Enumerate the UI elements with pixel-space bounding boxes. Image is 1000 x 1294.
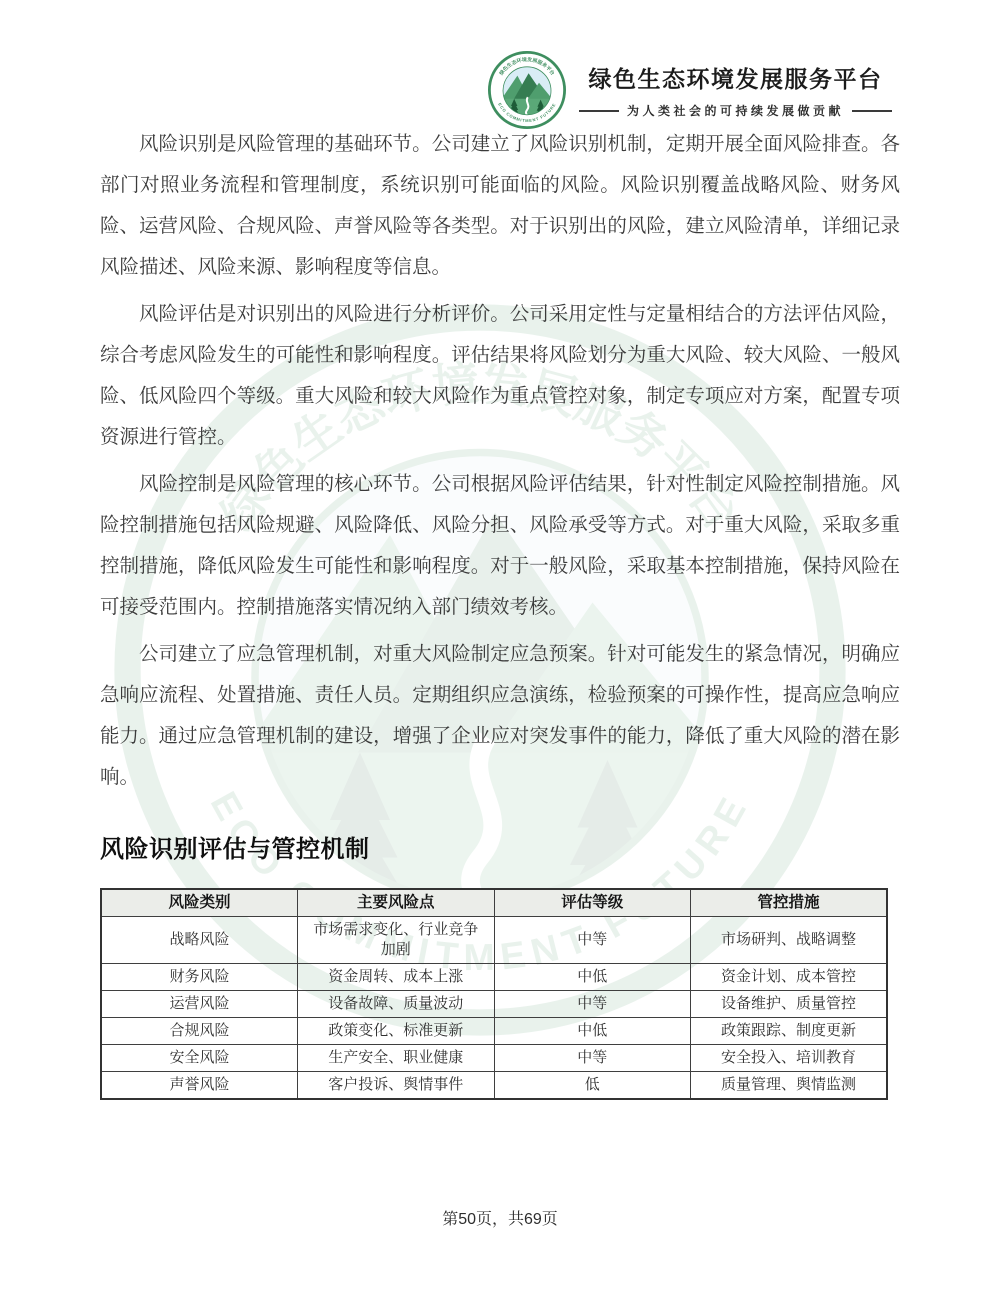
- table-cell: 质量管理、舆情监测: [691, 1072, 888, 1100]
- brand-tagline-text: 为人类社会的可持续发展做贡献: [626, 104, 844, 118]
- table-row-compliance-risk: [101, 1018, 887, 1045]
- table-cell: 声誉风险: [101, 1072, 298, 1100]
- body-paragraph-risk-identification: 风险识别是风险管理的基础环节。公司建立了风险识别机制，定期开展全面风险排查。各部门对照业务流程和管理制度，系统识别可能面临的风险。风险识别覆盖战略风险、财务风险、运营风险、合规风险、声誉风险等各类型。对于识别出的风险，建立风险清单，详细记录风险描述、风险来源、影响程度等信息。: [100, 133, 900, 278]
- table-cell: 设备故障、质量波动: [298, 991, 495, 1018]
- section-title: 风险识别评估与管控机制: [100, 836, 370, 863]
- table-cell: 资金周转、成本上涨: [298, 964, 495, 991]
- table-cell: 设备维护、质量管控: [691, 991, 888, 1018]
- brand-title: 绿色生态环境发展服务平台: [588, 66, 883, 92]
- table-cell: 客户投诉、舆情事件: [298, 1072, 495, 1100]
- table-cell: 中低: [494, 1018, 691, 1045]
- body-paragraph-emergency-management: 公司建立了应急管理机制，对重大风险制定应急预案。针对可能发生的紧急情况，明确应急响应流程、处置措施、责任人员。定期组织应急演练，检验预案的可操作性，提高应急响应能力。通过应急管理机制的建设，增强了企业应对突发事件的能力，降低了重大风险的潜在影响。: [100, 643, 900, 788]
- table-cell: 战略风险: [101, 917, 298, 964]
- table-cell: 财务风险: [101, 964, 298, 991]
- table-cell: 市场研判、战略调整: [691, 917, 888, 964]
- table-row-safety-risk: [101, 1045, 887, 1072]
- table-row-financial-risk: [101, 964, 887, 991]
- table-header-row: [101, 889, 887, 917]
- brand-text-block: [579, 61, 892, 119]
- table-row-reputation-risk: [101, 1072, 887, 1100]
- page-footer: [0, 1206, 1000, 1229]
- table-cell: 安全投入、培训教育: [691, 1045, 888, 1072]
- table-cell: 中等: [494, 1045, 691, 1072]
- table-cell: 中低: [494, 964, 691, 991]
- table-cell: 低: [494, 1072, 691, 1100]
- table-cell: 运营风险: [101, 991, 298, 1018]
- document-body: [100, 124, 900, 1100]
- table-cell: 政策变化、标准更新: [298, 1018, 495, 1045]
- table-cell: 政策跟踪、制度更新: [691, 1018, 888, 1045]
- table-cell: 资金计划、成本管控: [691, 964, 888, 991]
- table-row-strategic-risk: [101, 917, 887, 964]
- page-header: [487, 50, 892, 130]
- brand-tagline: [579, 102, 892, 119]
- col-header-main-risk-points: 主要风险点: [298, 889, 495, 917]
- tagline-rule-left: [579, 110, 619, 112]
- table-cell: 中等: [494, 991, 691, 1018]
- page-number: 第50页，共69页: [442, 1211, 558, 1228]
- brand-logo-icon: [487, 50, 567, 130]
- col-header-assessment-level: 评估等级: [494, 889, 691, 917]
- col-header-risk-category: 风险类别: [101, 889, 298, 917]
- risk-table: [100, 888, 888, 1100]
- table-row-operational-risk: [101, 991, 887, 1018]
- table-cell: 市场需求变化、行业竞争加剧: [298, 917, 495, 964]
- table-cell: 合规风险: [101, 1018, 298, 1045]
- body-paragraph-risk-control: 风险控制是风险管理的核心环节。公司根据风险评估结果，针对性制定风险控制措施。风险控制措施包括风险规避、风险降低、风险分担、风险承受等方式。对于重大风险，采取多重控制措施，降低风险发生可能性和影响程度。对于一般风险，采取基本控制措施，保持风险在可接受范围内。控制措施落实情况纳入部门绩效考核。: [100, 473, 900, 618]
- col-header-control-measures: 管控措施: [691, 889, 888, 917]
- body-paragraph-risk-assessment: 风险评估是对识别出的风险进行分析评价。公司采用定性与定量相结合的方法评估风险，综合考虑风险发生的可能性和影响程度。评估结果将风险划分为重大风险、较大风险、一般风险、低风险四个等级。重大风险和较大风险作为重点管控对象，制定专项应对方案，配置专项资源进行管控。: [100, 303, 900, 448]
- table-cell: 中等: [494, 917, 691, 964]
- table-cell: 安全风险: [101, 1045, 298, 1072]
- tagline-rule-right: [852, 110, 892, 112]
- table-cell: 生产安全、职业健康: [298, 1045, 495, 1072]
